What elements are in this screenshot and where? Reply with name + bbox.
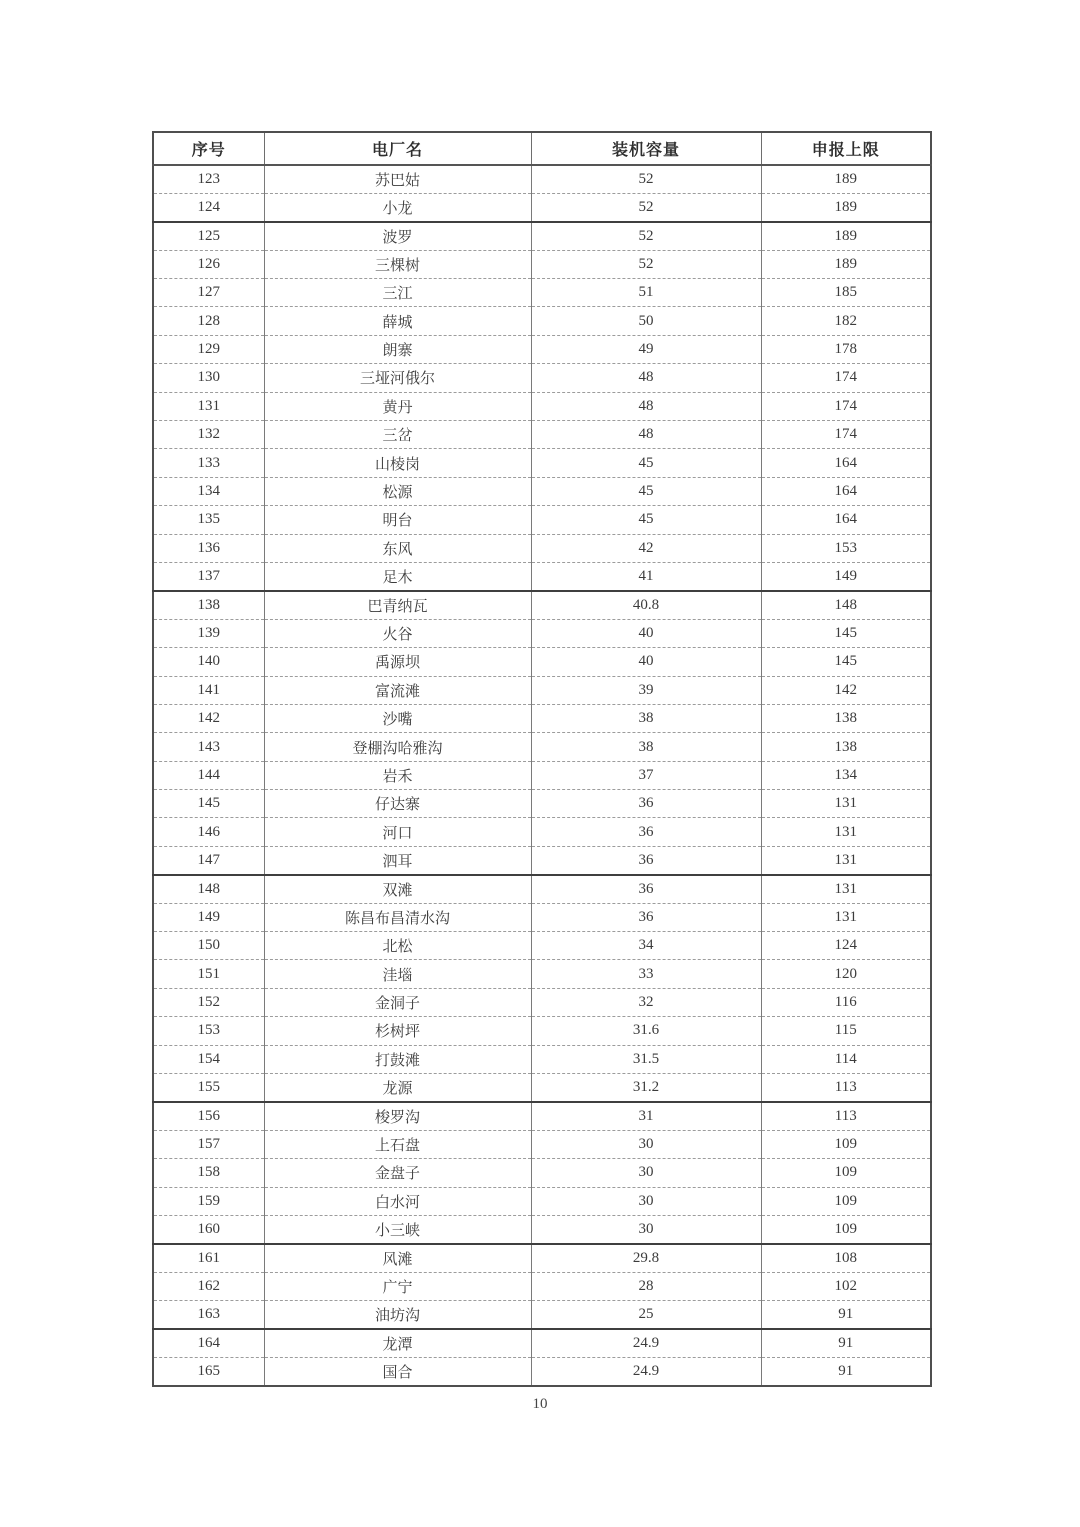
installed-capacity-cell: 45	[531, 506, 761, 534]
plant-name-cell: 广宁	[264, 1272, 531, 1300]
serial-number-cell: 149	[153, 903, 264, 931]
declaration-limit-cell: 174	[761, 421, 931, 449]
serial-number-cell: 123	[153, 165, 264, 193]
table-row	[153, 222, 931, 250]
declaration-limit-cell: 145	[761, 619, 931, 647]
table-row	[153, 1272, 931, 1300]
serial-number-cell: 161	[153, 1244, 264, 1272]
serial-number-cell: 135	[153, 506, 264, 534]
table-row	[153, 1045, 931, 1073]
installed-capacity-cell: 38	[531, 704, 761, 732]
plant-name-cell: 梭罗沟	[264, 1102, 531, 1130]
declaration-limit-cell: 114	[761, 1045, 931, 1073]
installed-capacity-cell: 52	[531, 193, 761, 221]
installed-capacity-cell: 36	[531, 875, 761, 903]
installed-capacity-cell: 51	[531, 279, 761, 307]
serial-number-cell: 131	[153, 392, 264, 420]
serial-number-cell: 143	[153, 733, 264, 761]
declaration-limit-cell: 142	[761, 676, 931, 704]
declaration-limit-cell: 102	[761, 1272, 931, 1300]
declaration-limit-cell: 189	[761, 193, 931, 221]
installed-capacity-cell: 41	[531, 562, 761, 590]
table-row	[153, 988, 931, 1016]
declaration-limit-cell: 164	[761, 477, 931, 505]
serial-number-cell: 137	[153, 562, 264, 590]
plant-name-cell: 小三峡	[264, 1215, 531, 1243]
plant-name-cell: 禹源坝	[264, 648, 531, 676]
installed-capacity-cell: 37	[531, 761, 761, 789]
table-body	[153, 165, 931, 1386]
declaration-limit-cell: 109	[761, 1130, 931, 1158]
declaration-limit-cell: 91	[761, 1329, 931, 1357]
declaration-limit-cell: 148	[761, 591, 931, 619]
header-installed-capacity: 装机容量	[531, 132, 761, 165]
table-row	[153, 846, 931, 874]
installed-capacity-cell: 39	[531, 676, 761, 704]
declaration-limit-cell: 116	[761, 988, 931, 1016]
plant-name-cell: 金盘子	[264, 1159, 531, 1187]
installed-capacity-cell: 52	[531, 165, 761, 193]
plant-name-cell: 登棚沟哈雅沟	[264, 733, 531, 761]
installed-capacity-cell: 24.9	[531, 1329, 761, 1357]
serial-number-cell: 145	[153, 790, 264, 818]
table-row	[153, 392, 931, 420]
declaration-limit-cell: 185	[761, 279, 931, 307]
plant-name-cell: 明台	[264, 506, 531, 534]
serial-number-cell: 148	[153, 875, 264, 903]
declaration-limit-cell: 189	[761, 165, 931, 193]
table-row	[153, 335, 931, 363]
installed-capacity-cell: 31.2	[531, 1074, 761, 1102]
declaration-limit-cell: 91	[761, 1357, 931, 1385]
plant-name-cell: 三江	[264, 279, 531, 307]
header-serial-number: 序号	[153, 132, 264, 165]
serial-number-cell: 142	[153, 704, 264, 732]
installed-capacity-cell: 49	[531, 335, 761, 363]
declaration-limit-cell: 189	[761, 222, 931, 250]
table-row	[153, 733, 931, 761]
installed-capacity-cell: 25	[531, 1301, 761, 1329]
installed-capacity-cell: 45	[531, 477, 761, 505]
serial-number-cell: 156	[153, 1102, 264, 1130]
table-row	[153, 1357, 931, 1385]
plant-name-cell: 陈昌布昌清水沟	[264, 903, 531, 931]
serial-number-cell: 152	[153, 988, 264, 1016]
plant-name-cell: 黄丹	[264, 392, 531, 420]
serial-number-cell: 157	[153, 1130, 264, 1158]
plant-name-cell: 小龙	[264, 193, 531, 221]
serial-number-cell: 150	[153, 932, 264, 960]
installed-capacity-cell: 31.5	[531, 1045, 761, 1073]
installed-capacity-cell: 36	[531, 790, 761, 818]
table-row	[153, 165, 931, 193]
plant-name-cell: 河口	[264, 818, 531, 846]
installed-capacity-cell: 30	[531, 1159, 761, 1187]
serial-number-cell: 127	[153, 279, 264, 307]
table-row	[153, 1215, 931, 1243]
serial-number-cell: 125	[153, 222, 264, 250]
installed-capacity-cell: 36	[531, 903, 761, 931]
installed-capacity-cell: 29.8	[531, 1244, 761, 1272]
declaration-limit-cell: 149	[761, 562, 931, 590]
table-row	[153, 279, 931, 307]
declaration-limit-cell: 113	[761, 1102, 931, 1130]
serial-number-cell: 124	[153, 193, 264, 221]
serial-number-cell: 165	[153, 1357, 264, 1385]
serial-number-cell: 133	[153, 449, 264, 477]
table-row	[153, 250, 931, 278]
installed-capacity-cell: 31.6	[531, 1017, 761, 1045]
plant-name-cell: 东风	[264, 534, 531, 562]
declaration-limit-cell: 138	[761, 704, 931, 732]
installed-capacity-cell: 52	[531, 250, 761, 278]
table-row	[153, 903, 931, 931]
installed-capacity-cell: 32	[531, 988, 761, 1016]
serial-number-cell: 144	[153, 761, 264, 789]
declaration-limit-cell: 174	[761, 392, 931, 420]
serial-number-cell: 138	[153, 591, 264, 619]
serial-number-cell: 158	[153, 1159, 264, 1187]
table-row	[153, 960, 931, 988]
declaration-limit-cell: 182	[761, 307, 931, 335]
table-row	[153, 1074, 931, 1102]
table-header-row	[153, 132, 931, 165]
plant-name-cell: 足木	[264, 562, 531, 590]
table-row	[153, 932, 931, 960]
declaration-limit-cell: 153	[761, 534, 931, 562]
table-row	[153, 534, 931, 562]
plant-name-cell: 朗寨	[264, 335, 531, 363]
header-plant-name: 电厂名	[264, 132, 531, 165]
plant-name-cell: 三棵树	[264, 250, 531, 278]
table-row	[153, 676, 931, 704]
declaration-limit-cell: 178	[761, 335, 931, 363]
serial-number-cell: 147	[153, 846, 264, 874]
installed-capacity-cell: 40	[531, 619, 761, 647]
plant-name-cell: 龙源	[264, 1074, 531, 1102]
plant-name-cell: 风滩	[264, 1244, 531, 1272]
installed-capacity-cell: 36	[531, 846, 761, 874]
table-row	[153, 591, 931, 619]
plant-name-cell: 火谷	[264, 619, 531, 647]
table-row	[153, 761, 931, 789]
plant-name-cell: 仔达寨	[264, 790, 531, 818]
plant-name-cell: 洼堖	[264, 960, 531, 988]
serial-number-cell: 153	[153, 1017, 264, 1045]
installed-capacity-cell: 24.9	[531, 1357, 761, 1385]
serial-number-cell: 128	[153, 307, 264, 335]
declaration-limit-cell: 108	[761, 1244, 931, 1272]
serial-number-cell: 130	[153, 364, 264, 392]
installed-capacity-cell: 48	[531, 392, 761, 420]
plant-name-cell: 金洞子	[264, 988, 531, 1016]
installed-capacity-cell: 30	[531, 1215, 761, 1243]
table-row	[153, 704, 931, 732]
table-row	[153, 875, 931, 903]
plant-name-cell: 沙嘴	[264, 704, 531, 732]
table-row	[153, 1244, 931, 1272]
serial-number-cell: 126	[153, 250, 264, 278]
table-row	[153, 790, 931, 818]
serial-number-cell: 154	[153, 1045, 264, 1073]
serial-number-cell: 141	[153, 676, 264, 704]
table-row	[153, 477, 931, 505]
plant-name-cell: 松源	[264, 477, 531, 505]
serial-number-cell: 139	[153, 619, 264, 647]
plant-name-cell: 苏巴姑	[264, 165, 531, 193]
serial-number-cell: 160	[153, 1215, 264, 1243]
table-row	[153, 562, 931, 590]
table-row	[153, 449, 931, 477]
declaration-limit-cell: 91	[761, 1301, 931, 1329]
installed-capacity-cell: 31	[531, 1102, 761, 1130]
table-row	[153, 1102, 931, 1130]
table-row	[153, 1017, 931, 1045]
serial-number-cell: 164	[153, 1329, 264, 1357]
plant-name-cell: 打鼓滩	[264, 1045, 531, 1073]
serial-number-cell: 134	[153, 477, 264, 505]
declaration-limit-cell: 164	[761, 449, 931, 477]
declaration-limit-cell: 131	[761, 875, 931, 903]
declaration-limit-cell: 124	[761, 932, 931, 960]
plant-name-cell: 泗耳	[264, 846, 531, 874]
installed-capacity-cell: 33	[531, 960, 761, 988]
table-row	[153, 1329, 931, 1357]
installed-capacity-cell: 40	[531, 648, 761, 676]
declaration-limit-cell: 164	[761, 506, 931, 534]
plant-name-cell: 北松	[264, 932, 531, 960]
declaration-limit-cell: 109	[761, 1159, 931, 1187]
plant-name-cell: 杉树坪	[264, 1017, 531, 1045]
plant-name-cell: 山棱岗	[264, 449, 531, 477]
serial-number-cell: 140	[153, 648, 264, 676]
declaration-limit-cell: 131	[761, 903, 931, 931]
declaration-limit-cell: 109	[761, 1187, 931, 1215]
installed-capacity-cell: 38	[531, 733, 761, 761]
plant-name-cell: 油坊沟	[264, 1301, 531, 1329]
installed-capacity-cell: 40.8	[531, 591, 761, 619]
declaration-limit-cell: 138	[761, 733, 931, 761]
serial-number-cell: 146	[153, 818, 264, 846]
declaration-limit-cell: 174	[761, 364, 931, 392]
installed-capacity-cell: 30	[531, 1130, 761, 1158]
table-row	[153, 307, 931, 335]
installed-capacity-cell: 48	[531, 421, 761, 449]
serial-number-cell: 151	[153, 960, 264, 988]
table-row	[153, 1130, 931, 1158]
installed-capacity-cell: 42	[531, 534, 761, 562]
installed-capacity-cell: 50	[531, 307, 761, 335]
table-row	[153, 1159, 931, 1187]
serial-number-cell: 155	[153, 1074, 264, 1102]
installed-capacity-cell: 30	[531, 1187, 761, 1215]
serial-number-cell: 162	[153, 1272, 264, 1300]
installed-capacity-cell: 34	[531, 932, 761, 960]
declaration-limit-cell: 113	[761, 1074, 931, 1102]
declaration-limit-cell: 131	[761, 846, 931, 874]
plant-name-cell: 白水河	[264, 1187, 531, 1215]
installed-capacity-cell: 52	[531, 222, 761, 250]
header-declaration-limit: 申报上限	[761, 132, 931, 165]
plant-name-cell: 国合	[264, 1357, 531, 1385]
installed-capacity-cell: 36	[531, 818, 761, 846]
declaration-limit-cell: 131	[761, 818, 931, 846]
declaration-limit-cell: 189	[761, 250, 931, 278]
installed-capacity-cell: 45	[531, 449, 761, 477]
serial-number-cell: 136	[153, 534, 264, 562]
plant-name-cell: 富流滩	[264, 676, 531, 704]
power-plant-table	[152, 131, 932, 1387]
serial-number-cell: 129	[153, 335, 264, 363]
plant-name-cell: 波罗	[264, 222, 531, 250]
declaration-limit-cell: 109	[761, 1215, 931, 1243]
declaration-limit-cell: 120	[761, 960, 931, 988]
plant-name-cell: 巴青纳瓦	[264, 591, 531, 619]
plant-name-cell: 薛城	[264, 307, 531, 335]
table-row	[153, 506, 931, 534]
declaration-limit-cell: 145	[761, 648, 931, 676]
serial-number-cell: 132	[153, 421, 264, 449]
plant-name-cell: 三岔	[264, 421, 531, 449]
plant-name-cell: 三垭河俄尔	[264, 364, 531, 392]
plant-name-cell: 岩禾	[264, 761, 531, 789]
installed-capacity-cell: 28	[531, 1272, 761, 1300]
plant-name-cell: 双滩	[264, 875, 531, 903]
table-row	[153, 1187, 931, 1215]
table-row	[153, 1301, 931, 1329]
table-row	[153, 818, 931, 846]
plant-name-cell: 龙潭	[264, 1329, 531, 1357]
table-row	[153, 364, 931, 392]
declaration-limit-cell: 134	[761, 761, 931, 789]
table-row	[153, 648, 931, 676]
table-row	[153, 619, 931, 647]
declaration-limit-cell: 131	[761, 790, 931, 818]
plant-name-cell: 上石盘	[264, 1130, 531, 1158]
serial-number-cell: 163	[153, 1301, 264, 1329]
table-row	[153, 193, 931, 221]
table-row	[153, 421, 931, 449]
declaration-limit-cell: 115	[761, 1017, 931, 1045]
installed-capacity-cell: 48	[531, 364, 761, 392]
serial-number-cell: 159	[153, 1187, 264, 1215]
page-number: 10	[532, 1396, 548, 1412]
